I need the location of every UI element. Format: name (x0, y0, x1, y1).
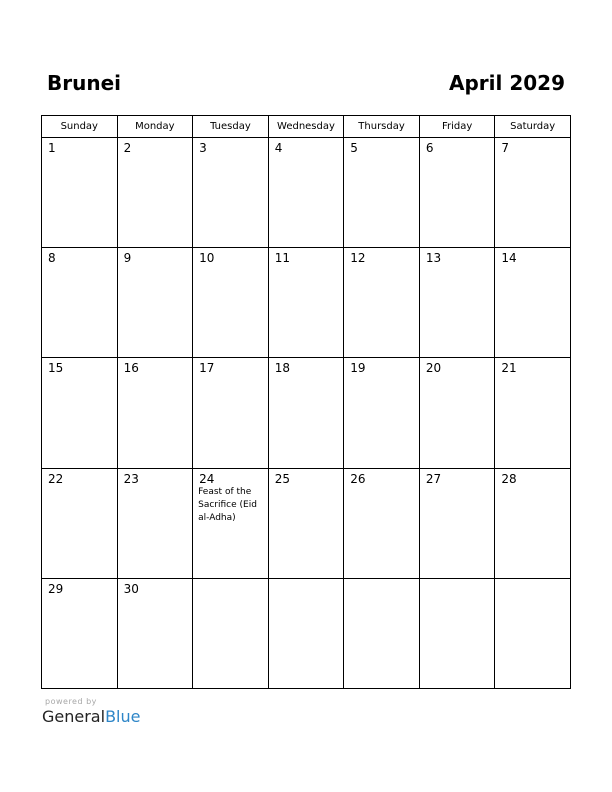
generalblue-branding[interactable] (42, 697, 140, 727)
week-row (42, 138, 571, 248)
weekday-tuesday: Tuesday (193, 116, 269, 138)
day-number: 3 (199, 141, 207, 155)
weekday-sunday: Sunday (42, 116, 118, 138)
day-number: 26 (350, 471, 366, 486)
day-cell (495, 578, 571, 688)
day-number (495, 579, 570, 582)
day-number: 27 (425, 471, 442, 486)
day-number: 1 (48, 141, 56, 155)
day-number: 9 (123, 251, 132, 266)
day-cell (268, 138, 344, 248)
day-cell (117, 248, 193, 358)
country-title: Brunei (47, 71, 122, 95)
week-row (42, 578, 571, 688)
day-number (193, 579, 268, 582)
day-number: 29 (48, 581, 64, 596)
day-number (344, 579, 419, 582)
day-number: 12 (350, 251, 366, 266)
day-number (269, 579, 344, 582)
day-number: 16 (123, 361, 139, 376)
weekday-monday: Monday (117, 116, 193, 138)
day-number: 28 (501, 471, 517, 486)
day-cell (268, 358, 344, 468)
week-row (42, 248, 571, 358)
day-number: 6 (425, 141, 434, 155)
holiday-label: Feast of the Sacrifice (Eid al-Adha) (198, 486, 257, 523)
week-row (42, 468, 571, 578)
day-cell (193, 358, 269, 468)
day-cell (42, 248, 118, 358)
calendar-grid (41, 115, 571, 689)
day-cell (193, 578, 269, 688)
day-cell (419, 358, 495, 468)
day-number: 5 (350, 141, 358, 155)
generalblue-logo[interactable] (42, 707, 140, 727)
day-cell (117, 358, 193, 468)
day-cell (42, 468, 118, 578)
day-cell (344, 468, 420, 578)
day-cell (193, 248, 269, 358)
day-cell (419, 138, 495, 248)
day-number: 2 (123, 141, 132, 155)
weekday-header-row (42, 116, 571, 138)
day-cell (268, 468, 344, 578)
logo-general-text: General (42, 707, 106, 726)
week-row (42, 358, 571, 468)
day-cell (419, 468, 495, 578)
day-cell (117, 578, 193, 688)
day-cell (268, 248, 344, 358)
day-cell (344, 358, 420, 468)
day-number: 13 (425, 251, 442, 266)
day-cell (268, 578, 344, 688)
weekday-saturday: Saturday (495, 116, 571, 138)
day-number: 11 (274, 251, 290, 266)
day-cell (42, 578, 118, 688)
day-cell (193, 138, 269, 248)
day-number: 24 (199, 471, 215, 486)
day-cell (42, 138, 118, 248)
day-cell (344, 138, 420, 248)
logo-blue-text: Blue (105, 707, 141, 726)
weekday-friday: Friday (419, 116, 495, 138)
month-title: April 2029 (449, 71, 565, 95)
day-number: 25 (274, 471, 290, 486)
day-number: 30 (123, 581, 139, 596)
powered-by-text: powered by (45, 697, 97, 706)
day-cell (344, 578, 420, 688)
day-number: 7 (501, 141, 510, 155)
day-cell (495, 358, 571, 468)
day-number: 8 (48, 251, 56, 266)
day-number: 14 (501, 251, 517, 266)
day-number: 18 (274, 361, 290, 376)
day-cell (42, 358, 118, 468)
day-cell (344, 248, 420, 358)
day-cell (193, 468, 269, 578)
day-cell (419, 248, 495, 358)
weekday-wednesday: Wednesday (268, 116, 344, 138)
day-number: 21 (501, 361, 517, 376)
day-cell (117, 468, 193, 578)
day-number: 17 (199, 361, 215, 376)
day-number: 4 (274, 141, 283, 155)
day-number: 22 (48, 471, 64, 486)
day-number: 10 (199, 251, 215, 266)
day-cell (495, 468, 571, 578)
day-number: 19 (350, 361, 366, 376)
weekday-thursday: Thursday (344, 116, 420, 138)
day-number: 20 (425, 361, 442, 376)
day-number (420, 579, 495, 582)
day-cell (419, 578, 495, 688)
day-cell (117, 138, 193, 248)
day-cell (495, 248, 571, 358)
day-number: 15 (48, 361, 64, 376)
day-number: 23 (123, 471, 139, 486)
day-cell (495, 138, 571, 248)
